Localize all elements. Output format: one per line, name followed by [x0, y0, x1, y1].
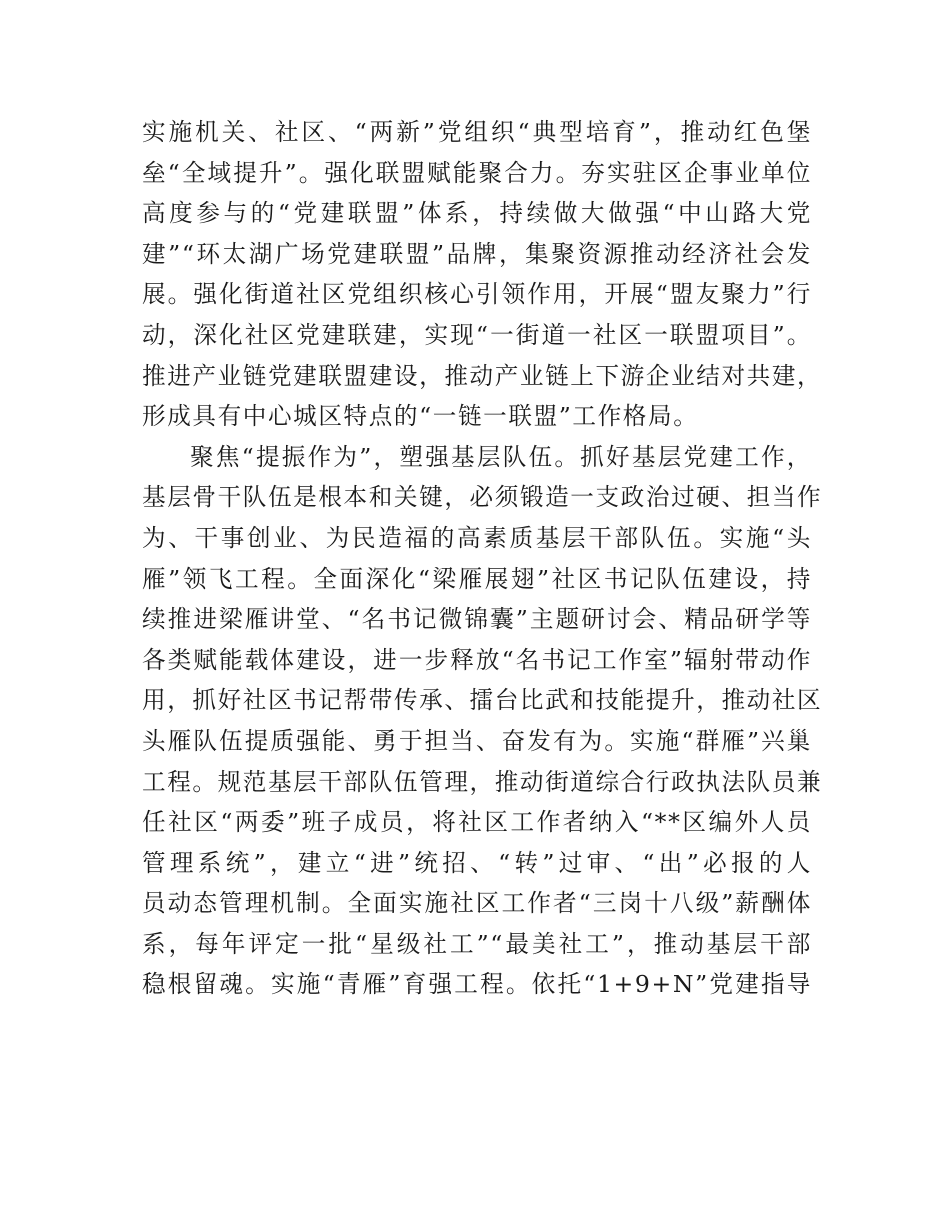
text-line: 系，每年评定一批“星级社工”“最美社工”，推动基层干部	[142, 929, 812, 958]
text-line: 续推进梁雁讲堂、“名书记微锦囊”主题研讨会、精品研学等	[142, 605, 812, 634]
text-line: 工程。规范基层干部队伍管理，推动街道综合行政执法队员兼	[142, 767, 823, 796]
text-line: 基层骨干队伍是根本和关键，必须锻造一支政治过硬、担当作	[142, 483, 823, 512]
text-line: 形成具有中心城区特点的“一链一联盟”工作格局。	[142, 402, 699, 431]
text-line: 任社区“两委”班子成员，将社区工作者纳入“**区编外人员	[142, 808, 812, 837]
text-line: 头雁队伍提质强能、勇于担当、奋发有为。实施“群雁”兴巢	[142, 726, 812, 755]
paragraph-red-fortress-alliance	[142, 112, 823, 437]
text-line: 展。强化街道社区党组织核心引领作用，开展“盟友聚力”行	[142, 280, 812, 309]
text-line: 动，深化社区党建联建，实现“一街道一社区一联盟项目”。	[142, 320, 812, 349]
text-line: 雁”领飞工程。全面深化“梁雁展翅”社区书记队伍建设，持	[142, 564, 812, 593]
text-line: 垒“全域提升”。强化联盟赋能聚合力。夯实驻区企事业单位	[142, 158, 812, 187]
text-line: 实施机关、社区、“两新”党组织“典型培育”，推动红色堡	[142, 118, 812, 146]
text-line: 管理系统”，建立“进”统招、“转”过审、“出”必报的人	[142, 848, 812, 877]
text-line: 推进产业链党建联盟建设，推动产业链上下游企业结对共建，	[142, 361, 823, 390]
text-line: 聚焦“提振作为”，塑强基层队伍。抓好基层党建工作，	[190, 442, 812, 471]
text-line: 稳根留魂。实施“青雁”育强工程。依托“1+9+N”党建指导	[142, 970, 812, 999]
text-line: 建”“环太湖广场党建联盟”品牌，集聚资源推动经济社会发	[142, 239, 812, 268]
text-line: 各类赋能载体建设，进一步释放“名书记工作室”辐射带动作	[142, 645, 812, 674]
text-line: 员动态管理机制。全面实施社区工作者“三岗十八级”薪酬体	[142, 889, 812, 918]
text-line: 为、干事创业、为民造福的高素质基层干部队伍。实施“头	[142, 523, 812, 552]
text-line: 用，抓好社区书记帮带传承、擂台比武和技能提升，推动社区	[142, 686, 823, 715]
text-line: 高度参与的“党建联盟”体系，持续做大做强“中山路大党	[142, 199, 812, 228]
document-body	[142, 112, 823, 1005]
paragraph-grassroots-team	[142, 437, 823, 1005]
